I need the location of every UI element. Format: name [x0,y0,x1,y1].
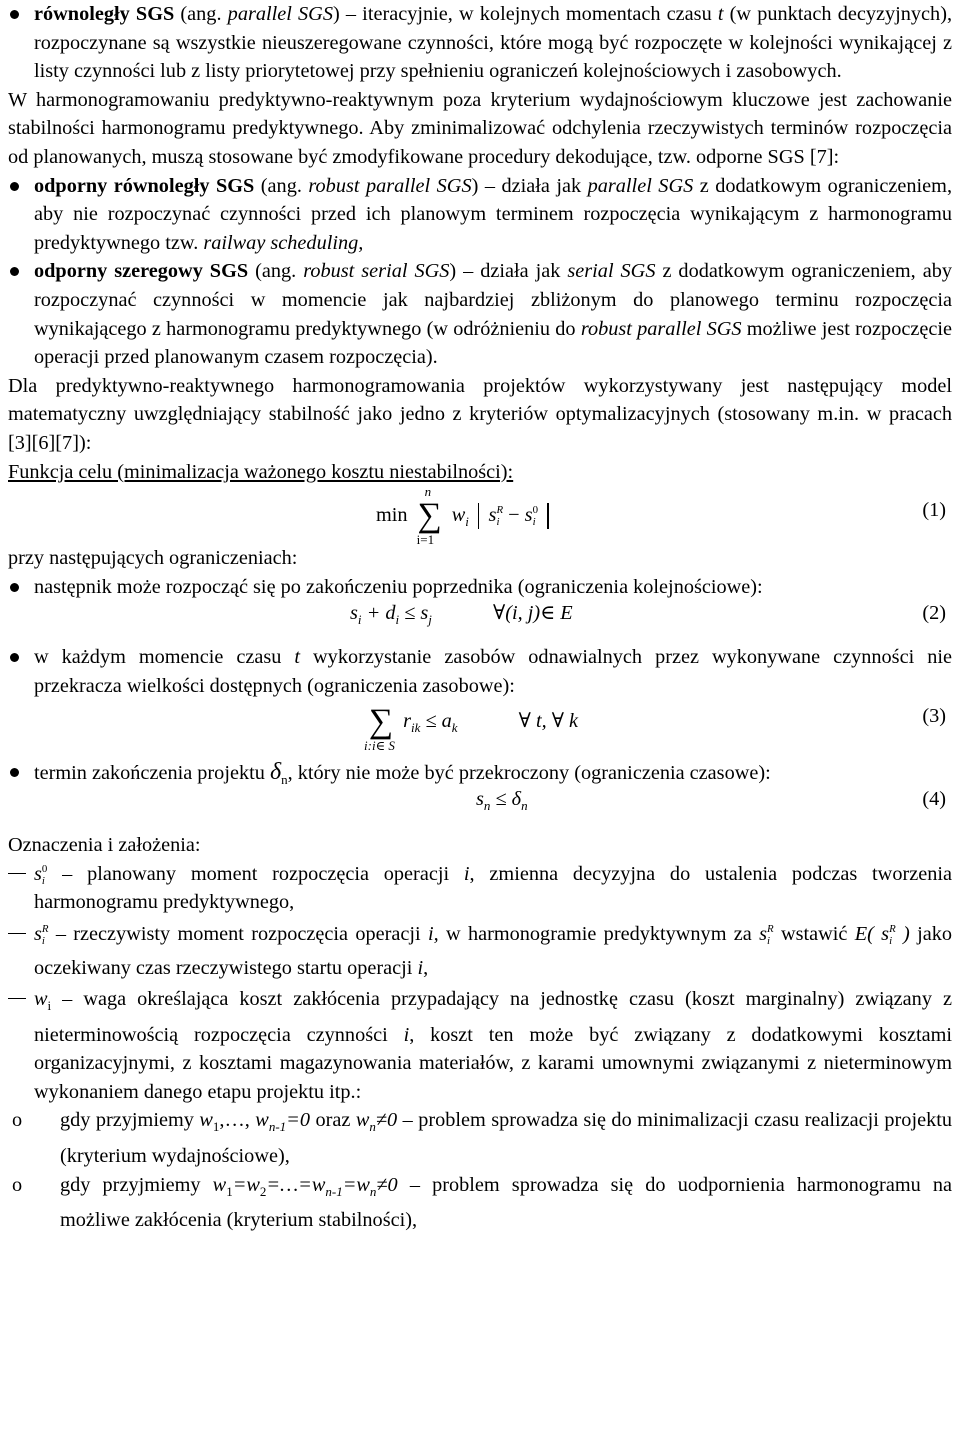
formula [350,599,573,635]
sum-lower: i=1 [416,532,435,548]
text: i [403,1023,410,1046]
bullet-icon [10,267,19,276]
dash-icon [8,998,26,1000]
text: ∀ t, ∀ k [518,710,579,733]
sub: i [767,935,771,948]
abs-bar [547,503,549,529]
bullet-parallel-sgs [8,0,952,86]
delta: δ [269,759,282,786]
s: s [524,504,533,527]
w: w [355,1109,370,1132]
term: równoległy SGS [34,3,175,25]
text: wstawić [773,922,855,945]
sub: i [47,997,52,1013]
text: serial SGS [567,260,656,283]
sub: i [532,516,536,529]
equation-number: (1) [922,499,946,522]
equation-3 [8,700,952,758]
sub: n [281,772,288,788]
text: + d [361,602,396,625]
text: i, [427,922,439,945]
sub: i [889,935,893,948]
s: s [34,922,42,945]
sub: n-1 [325,1183,343,1199]
constraint-resources [8,643,952,700]
text: jako oczekiwany czas rzeczywistego startu operacji [34,922,952,979]
text: t [294,646,301,669]
term: odporny szeregowy SGS [34,260,249,283]
sub: i [395,612,400,628]
text: =w [342,1173,370,1196]
text: , zmienna decyzyjna do ustalenia podczas tworzenia harmonogramu predyktywnego, [34,862,952,914]
circle-bullet-icon: o [12,1173,23,1196]
text: – waga określająca koszt zakłócenia przypadający na jednostkę czasu (koszt marginalny) związany z nieterminowością rozpoczęcia czynności [34,987,952,1046]
text: w każdym momencie czasu [34,646,295,669]
sub: n [369,1119,376,1135]
sub: i [41,935,45,948]
sub: j [428,612,432,628]
def-weight [8,985,952,1106]
text: gdy przyjmiemy [60,1173,213,1196]
text: ≠0 [376,1173,398,1196]
bullet-icon [10,653,19,662]
text: , koszt ten może być związany z dodatkowymi kosztami organizacyjnymi, z kosztami magazynowania materiałów, z karami umownymi związanymi z nieterminowym wykonaniem danego etapu projektu itp.: [34,1023,952,1103]
sub: i [496,516,500,529]
s: s [759,922,768,945]
sup: R [41,923,49,936]
text: (ang. [174,3,228,25]
text: i [463,862,470,885]
sub: ik [410,720,421,736]
constraints-intro: przy następujących ograniczeniach: [8,547,298,570]
constraint-precedence [8,573,952,602]
text: – problem sprowadza się do minimalizacji czasu realizacji projektu (kryterium wydajnościowe), [60,1109,952,1167]
formula [476,785,528,821]
text: , który nie może być przekroczony (ograniczenia czasowe): [287,762,771,785]
sup: 0 [532,504,538,517]
sub: n [483,798,491,814]
sum-upper: n [424,484,432,500]
text: wykorzystanie zasobów odnawialnych przez wykonywane czynności nie przekracza wielkości dostępnych (ograniczenia zasobowe): [34,646,952,697]
sup: R [496,504,504,517]
text: robust parallel SGS [308,174,472,197]
text: i [417,956,424,979]
w: w [451,504,466,527]
text: ≤ δ [490,788,522,811]
sub: i [357,612,362,628]
text: – planowany moment rozpoczęcia operacji [47,862,464,885]
text: termin zakończenia projektu [34,762,270,785]
equation-number: (4) [922,788,946,811]
dash-icon [8,873,26,875]
case-efficiency [8,1106,952,1170]
text: robust serial SGS [303,260,450,283]
sum-lower: i:i∈ S [364,738,395,754]
minus: − [508,504,520,527]
text: =…=w [266,1173,326,1196]
sub: 1 [226,1183,233,1199]
s: s [476,788,484,811]
text: =0 [286,1109,310,1132]
sub: n [369,1183,377,1199]
sub: i [465,514,469,530]
formula [376,484,553,548]
bullet-robust-serial-sgs [8,257,952,371]
text: ) – działa jak [449,260,568,283]
text: ≠0 [375,1109,398,1132]
text: gdy przyjmiemy [60,1109,200,1132]
text: (w punktach decyzyjnych), rozpoczynane są wszystkie nieuszeregowane czynności, które mogą być rozpoczęte w kolejności wynikającej z listy czynności lub z listy priorytetowej przy spełnieniu ograniczeń kolejnościowych i zasobowych. [34,3,953,83]
case-stability [8,1171,952,1235]
text: z dodatkowym ograniczeniem, aby nie rozpoczynać czynności przed ich planowym terminem rozpoczęcia wynikającym z harmonogramu predyktywnego tzw. [34,174,953,254]
text: parallel SGS [227,3,333,25]
text: =w [232,1173,260,1196]
text: (ang. [254,174,309,197]
text: oraz [309,1109,356,1132]
sub: 1 [212,1119,220,1135]
min-label: min [376,504,408,527]
text: , [423,956,429,979]
text: (ang. [248,260,304,283]
circle-bullet-icon: o [12,1109,23,1132]
s: s [488,504,497,527]
sup: R [767,923,774,936]
s: s [881,922,890,945]
text: ≤ s [399,602,429,625]
text: t [717,3,724,25]
equation-number: (3) [922,705,946,728]
text: ∀(i, j)∈ E [493,602,573,625]
text: railway scheduling, [203,231,364,254]
equation-1 [8,484,952,548]
sub: n-1 [268,1119,287,1135]
sum [413,484,447,548]
sub: n [521,798,528,814]
text: możliwe jest rozpoczęcie operacji przed planowanym czasem rozpoczęcia). [34,317,952,369]
text: ) – działa jak [471,174,588,197]
text: ) [895,922,910,945]
s: s [34,862,42,885]
text: ≤ a [420,710,452,733]
w: w [212,1173,227,1196]
text: w harmonogramie predyktywnym za [438,922,760,945]
text: E( [854,922,882,945]
text: ) – iteracyjnie, w kolejnych momentach czasu [332,3,718,25]
objective-heading [8,458,952,487]
equation-2 [8,601,952,643]
text: – rzeczywisty moment rozpoczęcia operacji [48,922,428,945]
bullet-icon [10,182,19,191]
formula [364,702,579,754]
def-planned-start [8,860,952,917]
equation-4 [8,788,952,831]
text: robust parallel SGS [580,317,742,340]
sub: 2 [259,1183,267,1199]
sigma-icon: ∑ [417,497,442,535]
paragraph-model: Dla predyktywno-reaktywnego harmonogramowania projektów wykorzystywany jest następujący model matematyczny uwzględniający stabilność jako jedno z kryteriów optymalizacyjnych (stosowany m.in. w pracach [3][6][7]): [8,374,952,454]
w: w [199,1109,213,1132]
abs-bar [478,503,480,529]
s: s [350,602,358,625]
text: z dodatkowym ograniczeniem, aby rozpoczynać czynności w momencie jak najbardziej zbliżonym do planowego terminu rozpoczęcia wynikającego z harmonogramu predyktywnego (w odróżnieniu do [34,260,953,340]
bullet-icon [10,768,19,777]
text: – problem sprowadza się do uodpornienia harmonogramu na możliwe zakłócenia (kryterium stabilności), [60,1173,952,1232]
bullet-icon [10,583,19,592]
sub: i [41,875,45,888]
def-real-start [8,917,952,985]
sup: 0 [41,863,48,876]
dash-icon [8,933,26,935]
r: r [403,710,411,733]
notation-heading: Oznaczenia i założenia: [8,834,201,857]
sup: R [889,923,896,936]
text: parallel SGS [587,174,694,197]
text: następnik może rozpocząć się po zakończeniu poprzednika (ograniczenia kolejnościowe): [34,575,763,598]
term: odporny równoległy SGS [34,174,255,197]
sub: k [451,720,458,736]
heading-text: Funkcja celu (minimalizacja ważonego kosztu niestabilności): [8,460,514,483]
bullet-icon [10,10,19,19]
text: ,…, [219,1109,256,1132]
bullet-robust-parallel-sgs [8,172,952,258]
w: w [255,1109,269,1132]
equation-number: (2) [922,602,946,625]
paragraph-intro-robust: W harmonogramowaniu predyktywno-reaktywnym poza kryterium wydajnościowym kluczowe jest zachowanie stabilności harmonogramu predyktywnego. Aby zminimalizować odchylenia rzeczywistych terminów rozpoczęcia od planowanych, muszą stosowane być zmodyfikowane procedury dekodujące, tzw. odporne SGS [7]: [8,88,952,168]
sum [364,702,398,754]
sigma-icon: ∑ [368,703,394,741]
w: w [34,987,48,1010]
